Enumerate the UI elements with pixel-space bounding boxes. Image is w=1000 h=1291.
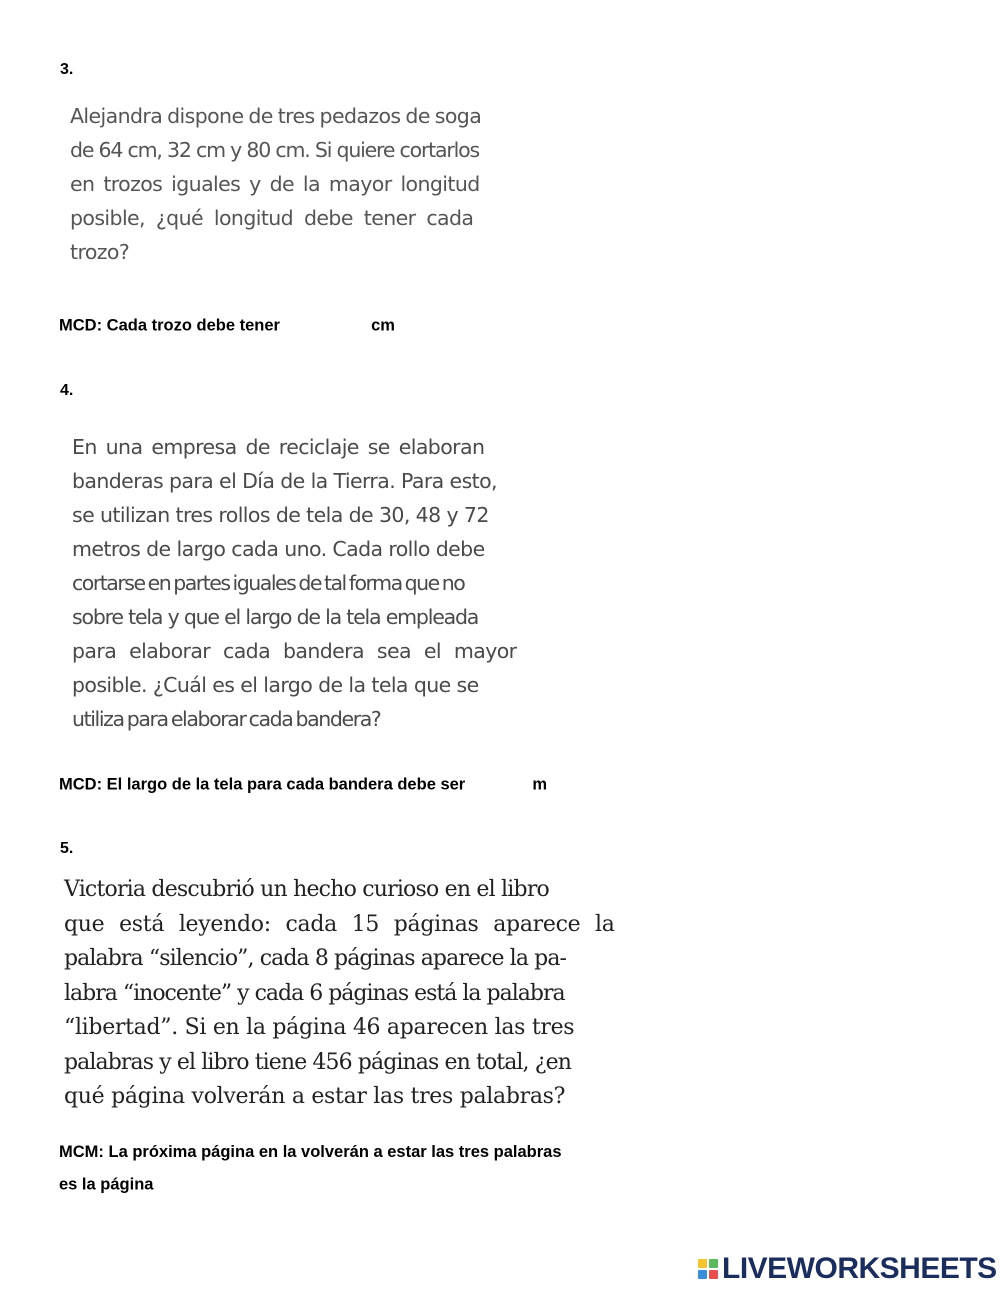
question-3-answer-unit: cm [371,316,395,335]
liveworksheets-logo-icon [698,1259,718,1279]
question-4-line: banderas para el Día de la Tierra. Para esto, [72,469,497,493]
question-4-answer-unit: m [532,775,548,794]
question-4-line: utiliza para elaborar cada bandera? [72,707,381,731]
question-4-line: cortarse en partes iguales de tal forma que no [72,571,465,595]
question-4-text [72,430,517,736]
logo-square-icon [709,1259,718,1268]
liveworksheets-logo [698,1252,997,1286]
question-3-answer-label: MCD: Cada trozo debe tener [59,316,280,335]
question-4-line: para elaborar cada bandera sea el mayor [72,639,517,663]
question-5-line: palabras y el libro tiene 456 páginas en total, ¿en [64,1049,572,1075]
question-4-number: 4. [60,382,74,399]
question-5-line: labra “inocente” y cada 6 páginas está la palabra [64,980,565,1006]
question-4-answer-label: MCD: El largo de la tela para cada bandera debe ser [59,775,466,794]
question-5-line: palabra “silencio”, cada 8 páginas aparece la pa- [64,946,567,971]
question-4-answer-input[interactable] [470,775,528,795]
question-5-number: 5. [60,840,74,857]
question-5-answer-label: es la página [59,1175,154,1194]
question-5-answer-line-1: MCM: La próxima página en la volverán a estar las tres palabras [59,1143,562,1161]
question-4-line: posible. ¿Cuál es el largo de la tela que se [72,673,479,697]
logo-square-icon [698,1259,707,1268]
question-3-number: 3. [60,61,74,78]
question-4-line: sobre tela y que el largo de la tela empleada [72,605,479,629]
question-5-line: Victoria descubrió un hecho curioso en el libro [64,877,549,902]
question-5-answer-input[interactable] [158,1175,228,1195]
question-3-line: en trozos iguales y de la mayor longitud [70,172,480,196]
question-5-line: que está leyendo: cada 15 páginas aparece la [64,911,615,937]
question-3-line: Alejandra dispone de tres pedazos de soga [70,104,482,128]
logo-square-icon [709,1270,718,1279]
question-5-answer-line-2 [59,1175,228,1195]
question-4-line: En una empresa de reciclaje se elaboran [72,435,485,459]
question-3-line: trozo? [70,240,130,264]
question-4-line: se utilizan tres rollos de tela de 30, 48 y 72 [72,503,489,527]
question-4-answer [59,775,547,795]
question-5-line: qué página volverán a estar las tres palabras? [64,1084,566,1109]
logo-square-icon [698,1270,707,1279]
liveworksheets-logo-text: LIVEWORKSHEETS [722,1252,997,1285]
question-3-line: posible, ¿qué longitud debe tener cada [70,206,474,230]
question-3-line: de 64 cm, 32 cm y 80 cm. Si quiere cortarlos [70,138,479,162]
question-4-line: metros de largo cada uno. Cada rollo debe [72,537,485,561]
question-3-answer-input[interactable] [285,316,367,336]
question-3-answer [59,316,395,336]
question-3-text [70,99,490,269]
question-5-text [64,873,624,1115]
question-5-line: “libertad”. Si en la página 46 aparecen las tres [64,1015,575,1040]
